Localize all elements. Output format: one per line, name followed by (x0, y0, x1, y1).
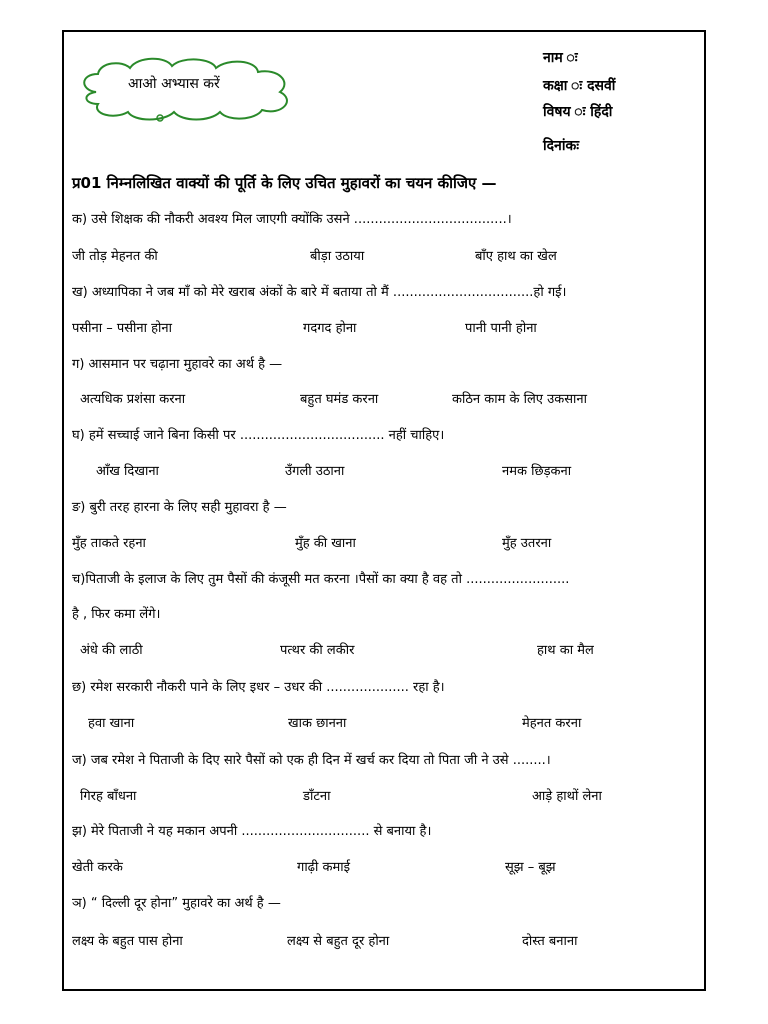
option: दोस्त बनाना (522, 934, 578, 949)
class-label: कक्षा ः दसवीं (543, 78, 616, 94)
option: आँख दिखाना (96, 464, 159, 479)
option: डाँटना (303, 789, 331, 804)
option: बीड़ा उठाया (310, 249, 365, 264)
option: बहुत घमंड करना (300, 392, 379, 407)
option: हवा खाना (88, 716, 135, 731)
option: लक्ष्य के बहुत पास होना (72, 934, 183, 949)
option: गिरह बाँधना (80, 789, 137, 804)
option: जी तोड़ मेहनत की (72, 249, 158, 264)
question-text: ङ) बुरी तरह हारना के लिए सही मुहावरा है — (72, 500, 287, 515)
option: लक्ष्य से बहुत दूर होना (287, 934, 390, 949)
cloud-title: आओ अभ्यास करें (128, 76, 220, 92)
option: मुँह उतरना (502, 536, 552, 551)
question-text: छ) रमेश सरकारी नौकरी पाने के लिए इधर – उधर की .................... रहा है। (72, 680, 445, 695)
option: गाढ़ी कमाई (297, 860, 351, 875)
option: अत्यधिक प्रशंसा करना (80, 392, 186, 407)
option: मुँह ताकते रहना (72, 536, 146, 551)
option: खेती करके (72, 860, 123, 875)
option: नमक छिड़कना (502, 464, 572, 479)
option: पसीना – पसीना होना (72, 321, 172, 336)
question-text: ग) आसमान पर चढ़ाना मुहावरे का अर्थ है — (72, 357, 283, 372)
question-text: ञ) “ दिल्ली दूर होना” मुहावरे का अर्थ है — (72, 896, 281, 911)
option: गदगद होना (303, 321, 357, 336)
question-text-continued: है , फिर कमा लेंगे। (72, 607, 161, 622)
option: खाक छानना (288, 716, 347, 731)
question-text: क) उसे शिक्षक की नौकरी अवश्य मिल जाएगी क्योंकि उसने .....................................। (72, 212, 512, 227)
option: बाँए हाथ का खेल (475, 249, 557, 264)
date-label: दिनांकः (543, 138, 580, 154)
question-text: ख) अध्यापिका ने जब माँ को मेरे खराब अंकों के बारे में बताया तो मैं ..................................हो गई। (72, 285, 567, 300)
option: कठिन काम के लिए उकसाना (452, 392, 587, 407)
option: पानी पानी होना (465, 321, 537, 336)
option: सूझ – बूझ (505, 860, 556, 875)
question-text: घ) हमें सच्चाई जाने बिना किसी पर ................................... नहीं चाहिए। (72, 428, 445, 443)
subject-label: विषय ः हिंदी (543, 104, 613, 120)
option: अंधे की लाठी (80, 643, 143, 658)
option: आड़े हाथों लेना (532, 789, 602, 804)
option: मेहनत करना (522, 716, 582, 731)
question-text: ज) जब रमेश ने पिताजी के दिए सारे पैसों को एक ही दिन में खर्च कर दिया तो पिता जी ने उसे ........। (72, 753, 551, 768)
option: पत्थर की लकीर (280, 643, 355, 658)
question-title: प्र01 निम्नलिखित वाक्यों की पूर्ति के लिए उचित मुहावरों का चयन कीजिए — (72, 174, 497, 192)
question-text: झ) मेरे पिताजी ने यह मकान अपनी ............................... से बनाया है। (72, 824, 432, 839)
option: उँगली उठाना (285, 464, 345, 479)
question-text: च)पिताजी के इलाज के लिए तुम पैसों की कंजूसी मत करना ।पैसों का क्या है वह तो ......................... (72, 572, 570, 587)
option: हाथ का मैल (537, 643, 594, 658)
option: मुँह की खाना (295, 536, 356, 551)
name-label: नाम ः (543, 50, 578, 66)
